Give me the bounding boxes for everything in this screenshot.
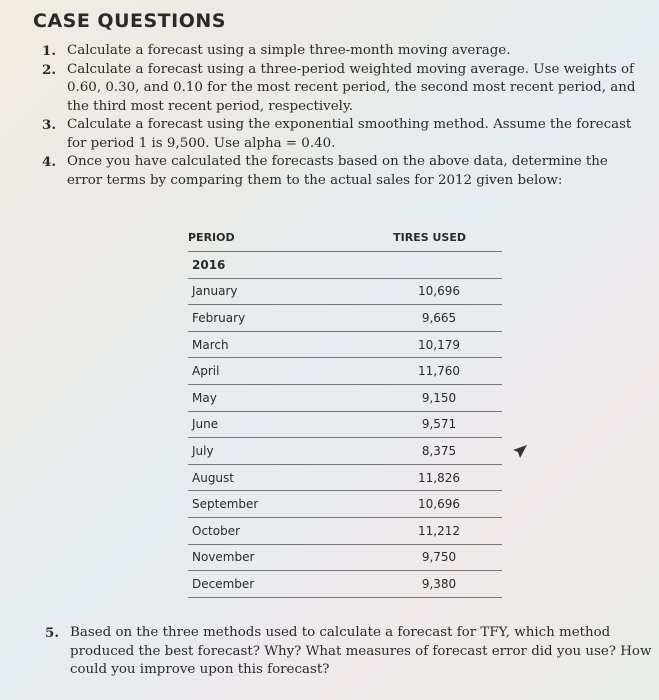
table-row [188, 384, 502, 411]
question-number: 5. [45, 625, 59, 641]
tires-used-cell: 11,760 [418, 364, 460, 379]
month-cell: December [192, 576, 255, 591]
tires-used-cell: 11,212 [418, 523, 460, 538]
month-cell: January [192, 284, 238, 299]
month-cell: September [192, 497, 259, 512]
table-row [188, 304, 502, 331]
table-row [188, 464, 502, 491]
month-cell: October [192, 523, 241, 538]
page-title: CASE QUESTIONS [33, 10, 226, 32]
table-row [188, 331, 502, 358]
tires-used-cell: 9,571 [421, 417, 457, 432]
month-cell: April [192, 364, 220, 379]
question-2 [42, 61, 642, 117]
arrow-cursor-icon [512, 444, 528, 460]
question-text: Based on the three methods used to calculate a forecast for TFY, which method produced the best forecast? Why? What measures of forecast error did you use? How could you improve upon this forecast? [70, 625, 652, 677]
tires-used-cell: 10,696 [418, 284, 460, 299]
tires-used-cell: 9,750 [421, 550, 457, 565]
question-3 [42, 116, 642, 153]
year-label: 2016 [192, 257, 226, 272]
question-4 [42, 153, 642, 190]
tires-used-column-header: TIRES USED [393, 231, 466, 244]
question-5 [45, 624, 659, 680]
month-cell: August [192, 470, 234, 485]
tires-used-cell: 9,665 [421, 310, 457, 325]
tires-used-cell: 10,696 [418, 497, 460, 512]
month-cell: July [192, 443, 214, 458]
question-number: 3. [42, 117, 56, 133]
table-header [188, 224, 502, 251]
table-row [188, 490, 502, 517]
question-number: 4. [42, 154, 56, 170]
table-row [188, 570, 502, 598]
question-text: Calculate a forecast using a three-period weighted moving average. Use weights of 0.60, 0.30, and 0.10 for the most recent period, the second most recent period, and the third most recent period, respectively. [67, 61, 636, 114]
table-row [188, 437, 502, 464]
year-row [188, 251, 502, 278]
question-text: Once you have calculated the forecasts based on the above data, determine the error terms by comparing them to the actual sales for 2012 given below: [67, 154, 608, 188]
table-row [188, 357, 502, 384]
tires-used-table [188, 224, 502, 598]
table-row [188, 278, 502, 305]
month-cell: June [192, 417, 219, 432]
table-row [188, 411, 502, 438]
month-cell: March [192, 337, 229, 352]
tires-used-cell: 8,375 [421, 443, 457, 458]
tires-used-cell: 11,826 [418, 470, 460, 485]
table-body [188, 251, 502, 598]
table-row [188, 517, 502, 544]
month-cell: February [192, 310, 246, 325]
table-row [188, 544, 502, 571]
question-number: 2. [42, 61, 56, 78]
question-text: Calculate a forecast using the exponential smoothing method. Assume the forecast for period 1 is 9,500. Use alpha = 0.40. [67, 117, 632, 151]
question-number: 1. [42, 43, 56, 59]
question-list [42, 42, 642, 190]
period-column-header: PERIOD [188, 231, 235, 244]
month-cell: November [192, 550, 255, 565]
tires-used-cell: 10,179 [418, 337, 460, 352]
tires-used-cell: 9,380 [421, 576, 457, 591]
month-cell: May [192, 390, 217, 405]
question-text: Calculate a forecast using a simple three-month moving average. [67, 43, 511, 58]
question-1 [42, 42, 642, 61]
tires-used-cell: 9,150 [421, 390, 457, 405]
